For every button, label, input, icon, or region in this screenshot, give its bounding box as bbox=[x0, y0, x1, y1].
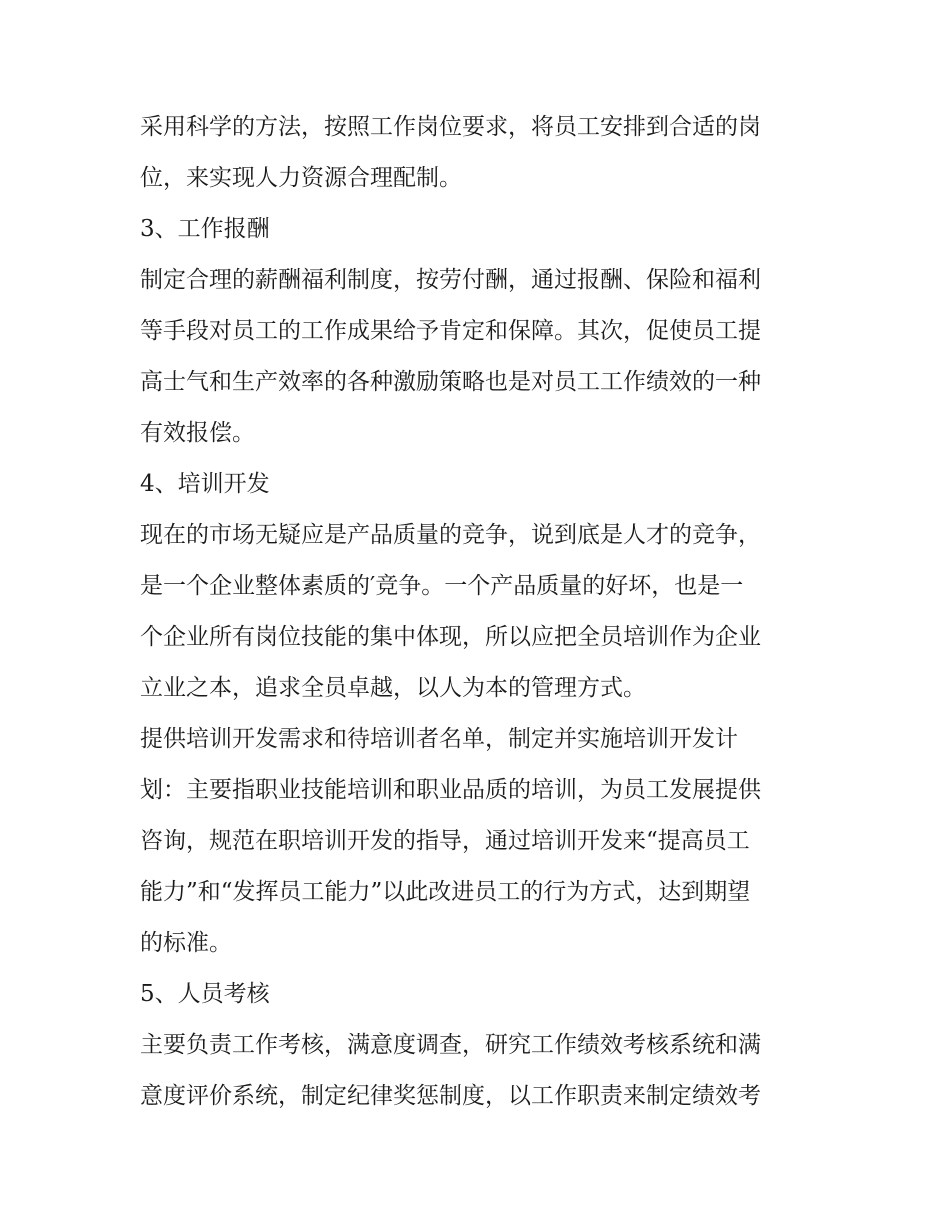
paragraph-line: 主要负责工作考核，满意度调查，研究工作绩效考核系统和满 bbox=[140, 1032, 761, 1058]
paragraph-line: 立业之本，追求全员卓越，以人为本的管理方式。 bbox=[140, 675, 646, 701]
paragraph-line: 等手段对员工的工作成果给予肯定和保障。其次，促使员工提 bbox=[140, 318, 761, 344]
paragraph-line: 有效报偿。 bbox=[140, 420, 255, 446]
paragraph-line: 是一个企业整体素质的′竞争。一个产品质量的好坏，也是一 bbox=[140, 573, 744, 599]
paragraph-line: 制定合理的薪酬福利制度，按劳付酬，通过报酬、保险和福利 bbox=[140, 267, 761, 293]
paragraph-line: 的标准。 bbox=[140, 930, 232, 956]
paragraph-line: 个企业所有岗位技能的集中体现，所以应把全员培训作为企业 bbox=[140, 624, 761, 650]
paragraph-line: 提供培训开发需求和待培训者名单，制定并实施培训开发计 bbox=[140, 726, 738, 752]
section-heading-training: 4、培训开发 bbox=[140, 471, 270, 497]
section-heading-salary: 3、工作报酬 bbox=[140, 216, 270, 242]
paragraph-line: 现在的市场无疑应是产品质量的竞争，说到底是人才的竞争， bbox=[140, 522, 761, 548]
section-heading-appraisal: 5、人员考核 bbox=[140, 981, 270, 1007]
paragraph-line: 咨询，规范在职培训开发的指导，通过培训开发来“提高员工 bbox=[140, 828, 750, 854]
paragraph-line: 意度评价系统，制定纪律奖惩制度，以工作职责来制定绩效考 bbox=[140, 1083, 761, 1109]
paragraph-line: 采用科学的方法，按照工作岗位要求，将员工安排到合适的岗 bbox=[140, 114, 761, 140]
paragraph-line: 能力”和“发挥员工能力”以此改进员工的行为方式，达到期望 bbox=[140, 879, 751, 905]
document-body bbox=[140, 102, 820, 1122]
paragraph-line: 高士气和生产效率的各种激励策略也是对员工工作绩效的一种 bbox=[140, 369, 761, 395]
paragraph-line: 位，来实现人力资源合理配制。 bbox=[140, 165, 462, 191]
paragraph-line: 划：主要指职业技能培训和职业品质的培训，为员工发展提供 bbox=[140, 777, 761, 803]
